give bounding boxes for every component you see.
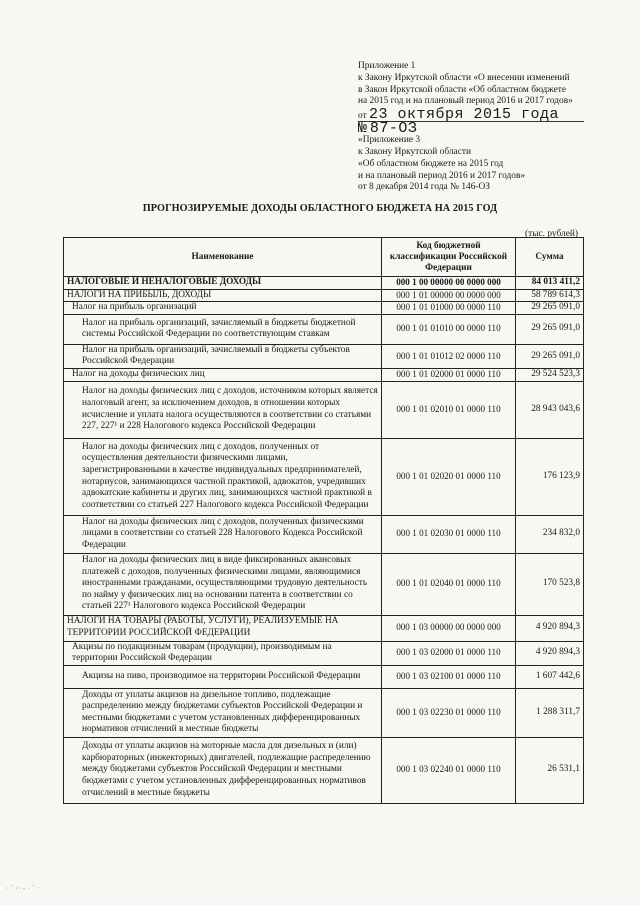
row-sum: 1 607 442,6 <box>516 665 584 688</box>
row-name: НАЛОГИ НА ПРИБЫЛЬ, ДОХОДЫ <box>64 289 382 302</box>
table-row <box>64 615 584 641</box>
table-row <box>64 277 584 290</box>
row-name: Доходы от уплаты акцизов на моторные масла для дизельных и (или) карбюраторных (инжекторных) двигателей, подлежащие распределению между бюджетами субъектов Российской Федерации и местными бюджетами с учетом установленных дифференцированных нормативов отчислений в местные бюджеты <box>64 737 382 803</box>
row-code: 000 1 03 00000 00 0000 000 <box>382 615 516 641</box>
row-code: 000 1 01 02030 01 0000 110 <box>382 515 516 553</box>
row-code: 000 1 03 02000 01 0000 110 <box>382 641 516 665</box>
header-line: «Об областном бюджете на 2015 год <box>358 158 504 169</box>
row-name: Доходы от уплаты акцизов на дизельное топливо, подлежащие распределению между бюджетами субъектов Российской Федерации и местными бюджетами с учетом установленных дифференцированных нормативов отчислений в местные бюджеты <box>64 688 382 737</box>
table-row <box>64 314 584 344</box>
row-name: НАЛОГИ НА ТОВАРЫ (РАБОТЫ, УСЛУГИ), РЕАЛИЗУЕМЫЕ НА ТЕРРИТОРИИ РОССИЙСКОЙ ФЕДЕРАЦИИ <box>64 615 382 641</box>
row-code: 000 1 01 01000 00 0000 110 <box>382 302 516 315</box>
row-name: Налог на прибыль организаций, зачисляемый в бюджеты бюджетной системы Российской Федерации по соответствующим ставкам <box>64 314 382 344</box>
table-row <box>64 302 584 315</box>
table-row <box>64 737 584 803</box>
row-name: Налог на доходы физических лиц с доходов, источником которых является налоговый агент, за исключением доходов, в отношении которых исчисление и уплата налога осуществляются в соответствии со статьями 227, 227¹ и 228 Налогового кодекса Российской Федерации <box>64 381 382 438</box>
table-row <box>64 641 584 665</box>
table-row <box>64 344 584 368</box>
header-sum: Сумма <box>516 238 584 277</box>
units-label: (тыс. рублей) <box>525 229 579 239</box>
row-name: Налог на доходы физических лиц с доходов, полученных физическими лицами в соответствии со статьей 228 Налогового Кодекса Российской Федерации <box>64 515 382 553</box>
date-prefix: от <box>358 111 367 122</box>
row-code: 000 1 00 00000 00 0000 000 <box>382 277 516 290</box>
row-sum: 29 265 091,0 <box>516 314 584 344</box>
header-line: к Закону Иркутской области <box>358 146 471 157</box>
page-title: ПРОГНОЗИРУЕМЫЕ ДОХОДЫ ОБЛАСТНОГО БЮДЖЕТА НА 2015 ГОД <box>142 203 498 214</box>
table-row <box>64 438 584 515</box>
row-sum: 29 524 523,3 <box>516 368 584 381</box>
header-line: и на плановый период 2016 и 2017 годов» <box>358 170 526 181</box>
row-name: Налог на доходы физических лиц с доходов, полученных от осуществления деятельности физическими лицами, зарегистрированными в качестве индивидуальных предпринимателей, нотариусов, занимающихся частной практикой, адвокатов, учредивших адвокатские кабинеты и других лиц, занимающихся частной практикой в соответствии со статьей 227 Налогового кодекса Российской Федерации <box>64 438 382 515</box>
row-sum: 29 265 091,0 <box>516 302 584 315</box>
row-name: Налог на доходы физических лиц <box>64 368 382 381</box>
header-line: от 8 декабря 2014 года № 146-ОЗ <box>358 182 490 193</box>
row-sum: 4 920 894,3 <box>516 615 584 641</box>
table-row <box>64 665 584 688</box>
table-row <box>64 368 584 381</box>
row-sum: 1 288 311,7 <box>516 688 584 737</box>
row-code: 000 1 01 02040 01 0000 110 <box>382 553 516 615</box>
row-code: 000 1 01 00000 00 0000 000 <box>382 289 516 302</box>
row-code: 000 1 03 02230 01 0000 110 <box>382 688 516 737</box>
table-row <box>64 515 584 553</box>
row-sum: 26 531,1 <box>516 737 584 803</box>
handwritten-date: 23 октября 2015 года <box>369 106 560 124</box>
scan-marks: · ˊ ·· ‐ · ˋ · <box>6 884 40 893</box>
header-name: Наименование <box>64 238 382 277</box>
row-code: 000 1 01 02000 01 0000 110 <box>382 368 516 381</box>
row-name: НАЛОГОВЫЕ И НЕНАЛОГОВЫЕ ДОХОДЫ <box>64 277 382 290</box>
row-code: 000 1 03 02240 01 0000 110 <box>382 737 516 803</box>
header-line: Приложение 1 <box>358 61 416 71</box>
table-row <box>64 381 584 438</box>
row-code: 000 1 01 02020 01 0000 110 <box>382 438 516 515</box>
document-header <box>358 61 608 194</box>
header-line: к Закону Иркутской области «О внесении изменений <box>358 72 570 83</box>
row-name: Налог на прибыль организаций <box>64 302 382 315</box>
row-sum: 84 013 411,2 <box>516 277 584 290</box>
row-name: Налог на прибыль организаций, зачисляемый в бюджеты субъектов Российской Федерации <box>64 344 382 368</box>
header-code: Код бюджетной классификации Российской Федерации <box>382 238 516 277</box>
row-code: 000 1 01 01012 02 0000 110 <box>382 344 516 368</box>
row-sum: 234 832,0 <box>516 515 584 553</box>
table-row <box>64 553 584 615</box>
handwritten-number: 87-ОЗ <box>369 120 418 138</box>
row-name: Налог на доходы физических лиц в виде фиксированных авансовых платежей с доходов, полученных физическими лицами, являющимися иностранными гражданами, осуществляющими трудовую деятельность по найму у физических лиц на основании патента в соответствии со статьей 227¹ Налогового кодекса Российской Федерации <box>64 553 382 615</box>
number-line <box>358 120 608 138</box>
row-code: 000 1 01 02010 01 0000 110 <box>382 381 516 438</box>
header-line: в Закон Иркутской области «Об областном бюджете <box>358 84 567 95</box>
header-line: на 2015 год и на плановый период 2016 и 2017 годов» <box>358 96 573 107</box>
row-sum: 176 123,9 <box>516 438 584 515</box>
row-sum: 29 265 091,0 <box>516 344 584 368</box>
row-name: Акцизы по подакцизным товарам (продукции), производимым на территории Российской Федерации <box>64 641 382 665</box>
row-sum: 4 920 894,3 <box>516 641 584 665</box>
row-sum: 58 789 614,3 <box>516 289 584 302</box>
row-name: Акцизы на пиво, производимое на территории Российской Федерации <box>64 665 382 688</box>
number-prefix: № <box>358 120 368 138</box>
revenue-table <box>63 237 584 804</box>
table-row <box>64 688 584 737</box>
row-sum: 170 523,8 <box>516 553 584 615</box>
row-sum: 28 943 043,6 <box>516 381 584 438</box>
table-row <box>64 289 584 302</box>
header-line: «Приложение 3 <box>358 135 421 146</box>
row-code: 000 1 01 01010 00 0000 110 <box>382 314 516 344</box>
row-code: 000 1 03 02100 01 0000 110 <box>382 665 516 688</box>
table-header-row <box>64 238 584 277</box>
